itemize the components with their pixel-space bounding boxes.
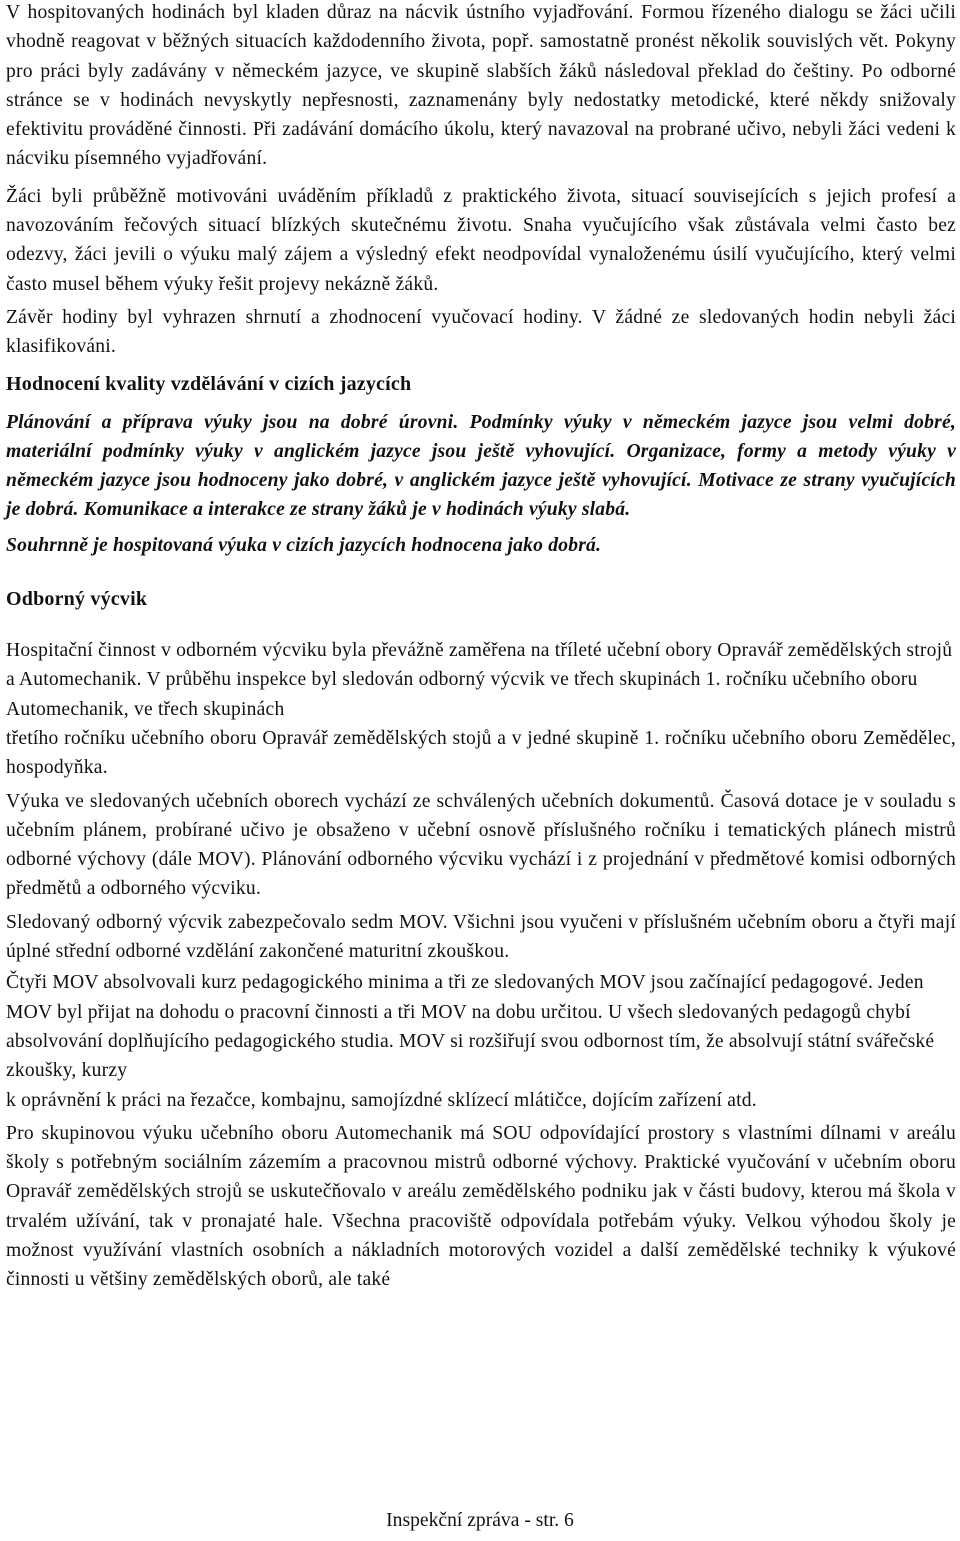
paragraph-lesson-end: Závěr hodiny byl vyhrazen shrnutí a zhodnocení vyučovací hodiny. V žádné ze sledovaných hodin nebyli žáci klasifikováni. (6, 306, 956, 358)
paragraph-vocational-scope: Hospitační činnost v odborném výcviku byla převážně zaměřena na tříleté učební obory Opravář zemědělských strojů a Automechanik. V průběhu inspekce byl sledován odborný výcvik ve třech skupinách 1. ročníku učebního oboru Automechanik, ve třech skupinách (6, 640, 953, 720)
page-footer: Inspekční zpráva - str. 6 (386, 1510, 574, 1531)
paragraph-vocational-scope-cont: třetího ročníku učebního oboru Opravář zemědělských stojů a v jedné skupině 1. ročníku učebního oboru Zemědělec, hospodyňka. (6, 727, 956, 779)
paragraph-languages-evaluation: Plánování a příprava výuky jsou na dobré úrovni. Podmínky výuky v německém jazyce jsou velmi dobré, materiální podmínky výuky v anglickém jazyce jsou ještě vyhovující. Organizace, formy a metody výuky v německém jazyce jsou hodnoceny jako dobré, v anglickém jazyce ještě vyhovující. Motivace ze strany vyučujících je dobrá. Komunikace a interakce ze strany žáků je v hodinách výuky slabá. (6, 411, 956, 521)
paragraph-oral-expression: V hospitovaných hodinách byl kladen důraz na nácvik ústního vyjadřování. Formou řízeného dialogu se žáci učili vhodně reagovat v běžných situacích každodenního života, popř. samostatně pronést několik souvislých vět. Pokyny pro práci byly zadávány v německém jazyce, ve skupině slabších žáků následoval překlad do češtiny. Po odborné stránce se v hodinách nevyskytly nepřesnosti, zaznamenány byly nedostatky metodické, které někdy snižovaly efektivitu prováděné činnosti. Při zadávání domácího úkolu, který navazoval na probrané učivo, nebyli žáci vedeni k nácviku písemného vyjadřování. (6, 2, 956, 170)
paragraph-teacher-qualification-cont: k oprávnění k práci na řezačce, kombajnu, samojízdné sklízecí mlátičce, dojícím zařízení atd. (6, 1089, 757, 1111)
paragraph-motivation: Žáci byli průběžně motivováni uváděním příkladů z praktického života, situací souvisejících s jejich profesí a navozováním řečových situací blízkých skutečnému životu. Snaha vyučujícího však zůstávala velmi často bez odezvy, žáci jevili o výuku malý zájem a výsledný efekt neodpovídal vynaloženému úsilí vyučujícího, který velmi často musel během výuky řešit projevy nekázně žáků. (6, 185, 956, 295)
document-page (6, 0, 956, 1295)
paragraph-teachers: Sledovaný odborný výcvik zabezpečovalo sedm MOV. Všichni jsou vyučeni v příslušném učebním oboru a čtyři mají úplné střední odborné vzdělání zakončené maturitní zkouškou. (6, 911, 956, 963)
heading-languages-evaluation: Hodnocení kvality vzdělávání v cizích jazycích (6, 372, 412, 395)
paragraph-facilities: Pro skupinovou výuku učebního oboru Automechanik má SOU odpovídající prostory s vlastními dílnami v areálu školy s potřebným sociálním zázemím a pracovnou mistrů odborné výchovy. Praktické vyučování v učebním oboru Opravář zemědělských strojů se uskutečňovalo v areálu zemědělského podniku jak v části budovy, kterou má škola v trvalém užívání, tak v pronajaté hale. Všechna pracoviště odpovídala potřebám výuky. Velkou výhodou školy je možnost využívání vlastních osobních a nákladních motorových vozidel a další zemědělské techniky k výukové činnosti u většiny zemědělských oborů, ale také (6, 1122, 956, 1291)
paragraph-languages-summary: Souhrnně je hospitovaná výuka v cizích jazycích hodnocena jako dobrá. (6, 534, 602, 556)
paragraph-curriculum: Výuka ve sledovaných učebních oborech vychází ze schválených učebních dokumentů. Časová dotace je v souladu s učebním plánem, probírané učivo je obsaženo v učební osnově příslušného ročníku i tematických plánech mistrů odborné výchovy (dále MOV). Plánování odborného výcviku vychází i z projednání v předmětové komisi odborných předmětů a odborného výcviku. (6, 790, 956, 900)
paragraph-teacher-qualification: Čtyři MOV absolvovali kurz pedagogického minima a tři ze sledovaných MOV jsou začínající pedagogové. Jeden MOV byl přijat na dohodu o pracovní činnosti a tři MOV na dobu určitou. U všech sledovaných pedagogů chybí absolvování doplňujícího pedagogického studia. MOV si rozšiřují svou odbornost tím, že absolvují státní svářečské zkoušky, kurzy (6, 972, 935, 1082)
heading-vocational-training: Odborný výcvik (6, 588, 148, 611)
